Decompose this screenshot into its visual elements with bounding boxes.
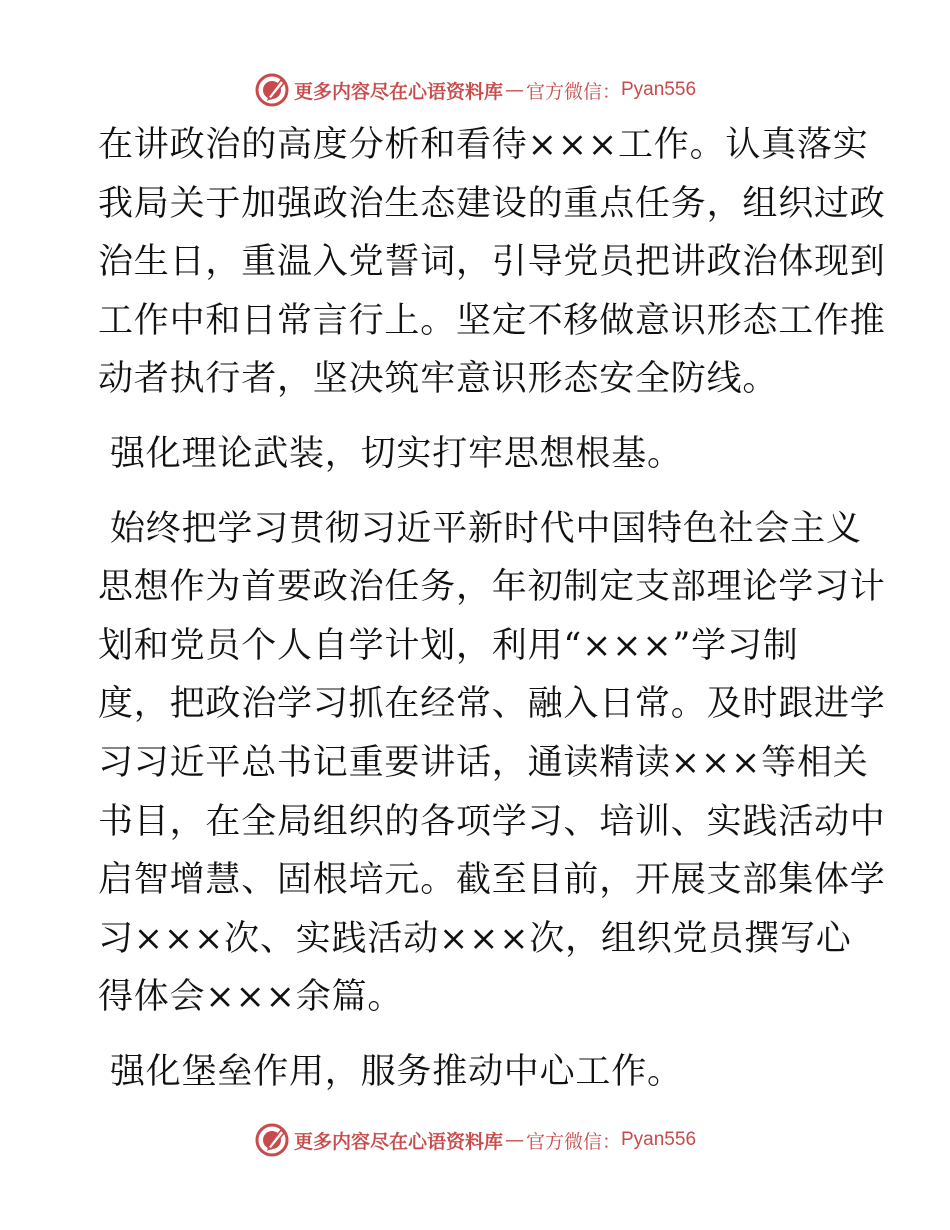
- document-body: [98, 116, 886, 1102]
- watermark-wechat-label: 官方微信：: [525, 1130, 621, 1153]
- text-line: 思想作为首要政治任务，年初制定支部理论学习计: [98, 567, 886, 608]
- section-heading-theory: [98, 425, 858, 484]
- text-line: 动者执行者，坚决筑牢意识形态安全防线。: [98, 359, 779, 400]
- pen-logo-icon: [254, 1122, 290, 1158]
- text-line: 划和党员个人自学计划，利用“×××”学习制: [98, 625, 799, 666]
- watermark-wechat-id: Pyan556: [621, 1129, 697, 1150]
- watermark-wechat-label: 官方微信：: [525, 80, 621, 103]
- watermark-main-text: 更多内容尽在心语资料库: [293, 80, 503, 103]
- footer-watermark: [0, 1120, 950, 1160]
- header-watermark: [0, 70, 950, 110]
- watermark-separator: —: [504, 79, 524, 101]
- text-line: 度，把政治学习抓在经常、融入日常。及时跟进学: [98, 684, 886, 725]
- text-line: 启智增慧、固根培元。截至目前，开展支部集体学: [98, 860, 886, 901]
- text-line: 习×××次、实践活动×××次，组织党员撰写心: [98, 918, 852, 959]
- paragraph-1: [98, 116, 886, 409]
- text-line: 在讲政治的高度分析和看待×××工作。认真落实: [98, 125, 869, 165]
- watermark-main-text: 更多内容尽在心语资料库: [293, 1130, 503, 1153]
- paragraph-2: [98, 500, 886, 1027]
- pen-logo-icon: [254, 72, 290, 108]
- heading-text: 强化理论武装，切实打牢思想根基。: [110, 433, 683, 474]
- section-heading-fortress: [98, 1043, 858, 1102]
- text-line: 工作中和日常言行上。坚定不移做意识形态工作推: [98, 300, 886, 341]
- watermark-wechat-id: Pyan556: [621, 79, 697, 100]
- text-line: 始终把学习贯彻习近平新时代中国特色社会主义: [110, 508, 862, 549]
- text-line: 习习近平总书记重要讲话，通读精读×××等相关: [98, 742, 869, 783]
- text-line: 治生日，重温入党誓词，引导党员把讲政治体现到: [98, 242, 886, 283]
- text-line: 我局关于加强政治生态建设的重点任务，组织过政: [98, 183, 886, 224]
- heading-text: 强化堡垒作用，服务推动中心工作。: [110, 1051, 683, 1092]
- text-line: 书目，在全局组织的各项学习、培训、实践活动中: [98, 801, 886, 842]
- text-line: 得体会×××余篇。: [98, 977, 404, 1018]
- watermark-separator: —: [504, 1129, 524, 1151]
